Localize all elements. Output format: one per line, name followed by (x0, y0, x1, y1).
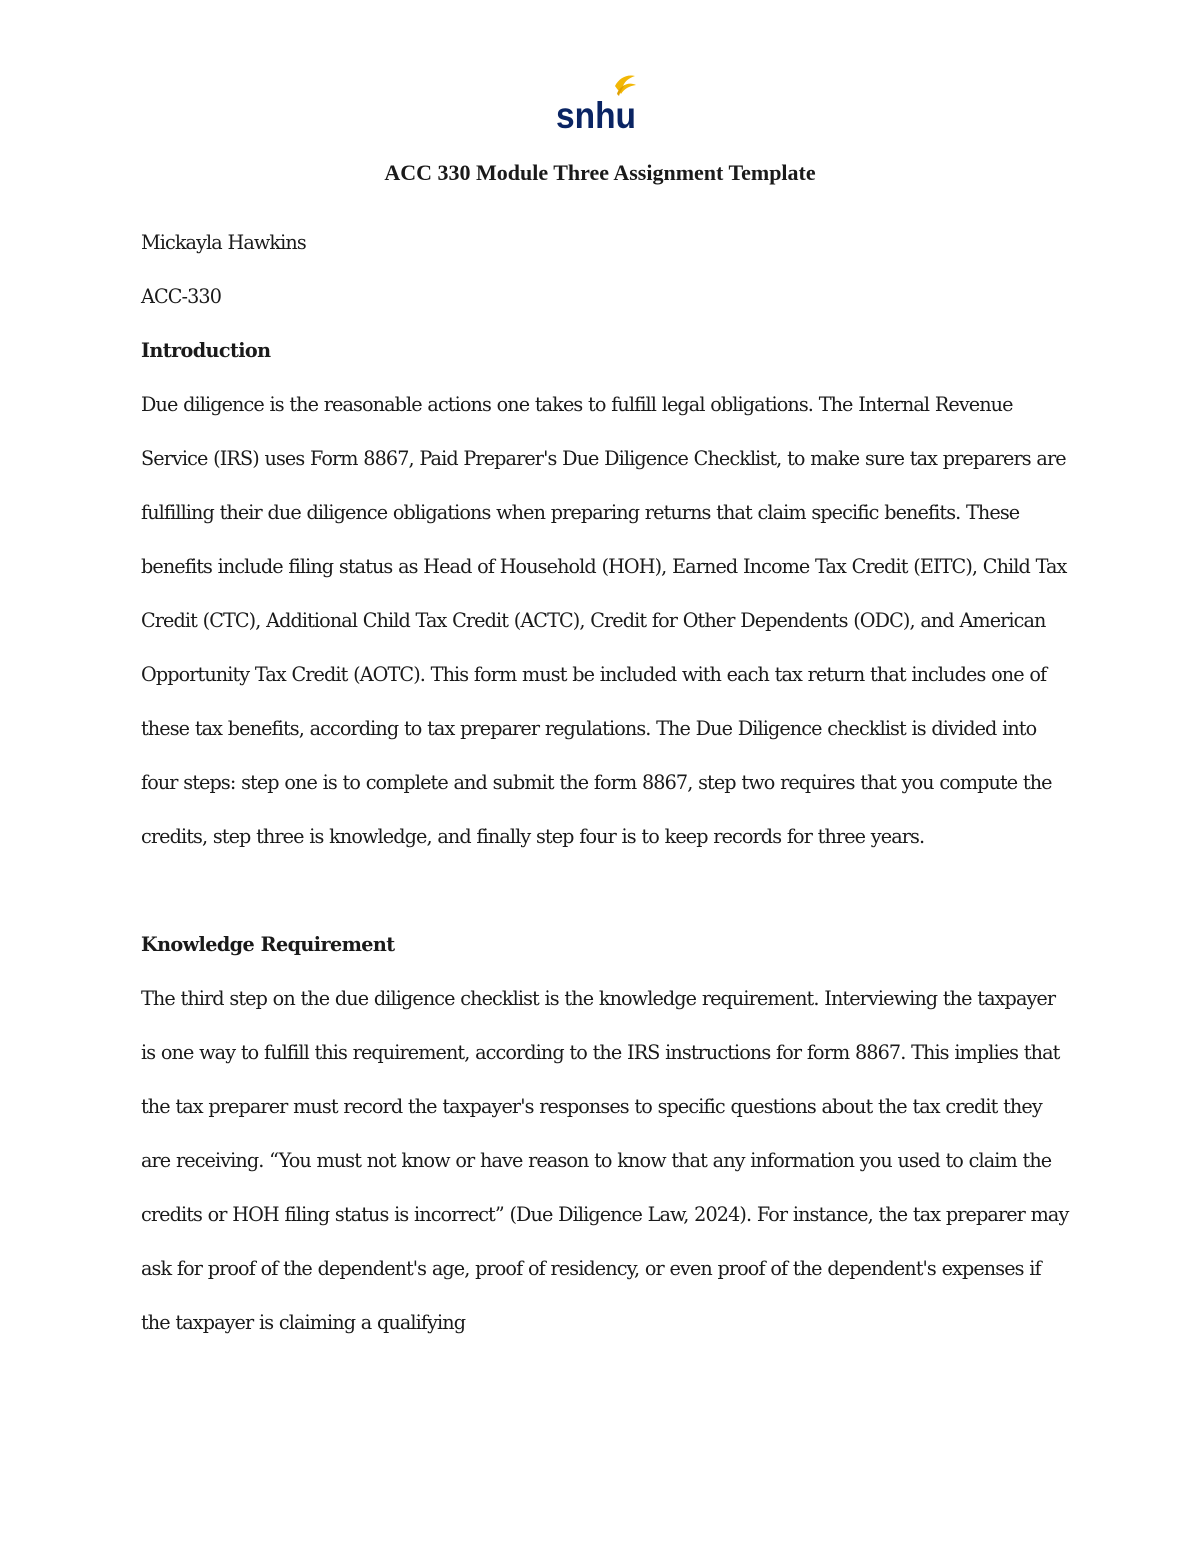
section-body-introduction: Due diligence is the reasonable actions one takes to fulfill legal obligations. The Internal Revenue Service (IRS) uses Form 8867, Paid Preparer's Due Diligence Checklist, to make sure tax preparers are fulfilling their due diligence obligations when preparing returns that claim specific benefits. These benefits include filing status as Head of Household (HOH), Earned Income Tax Credit (EITC), Child Tax Credit (CTC), Additional Child Tax Credit (ACTC), Credit for Other Dependents (ODC), and American Opportunity Tax Credit (AOTC). This form must be included with each tax return that includes one of these tax benefits, according to tax preparer regulations. The Due Diligence checklist is divided into four steps: step one is to complete and submit the form 8867, step two requires that you compute the credits, step three is knowledge, and finally step four is to keep records for three years. (141, 393, 1067, 848)
snhu-logo (555, 72, 639, 134)
author-name: Mickayla Hawkins (141, 231, 306, 254)
document-title: ACC 330 Module Three Assignment Template (384, 160, 816, 185)
section-spacer (141, 864, 1071, 918)
document-body (141, 216, 1071, 1350)
logo-wordmark: snhu (556, 95, 636, 134)
course-code: ACC-330 (141, 285, 222, 308)
section-heading-knowledge-requirement: Knowledge Requirement (141, 933, 395, 956)
section-body-knowledge-requirement: The third step on the due diligence checklist is the knowledge requirement. Interviewing the taxpayer is one way to fulfill this requirement, according to the IRS instructions for form 8867. This implies that the tax preparer must record the taxpayer's responses to specific questions about the tax credit they are receiving. “You must not know or have reason to know that any information you used to claim the credits or HOH filing status is incorrect” (Due Diligence Law, 2024). For instance, the tax preparer may ask for proof of the dependent's age, proof of residency, or even proof of the dependent's expenses if the taxpayer is claiming a qualifying (141, 987, 1069, 1334)
section-heading-introduction: Introduction (141, 339, 271, 362)
